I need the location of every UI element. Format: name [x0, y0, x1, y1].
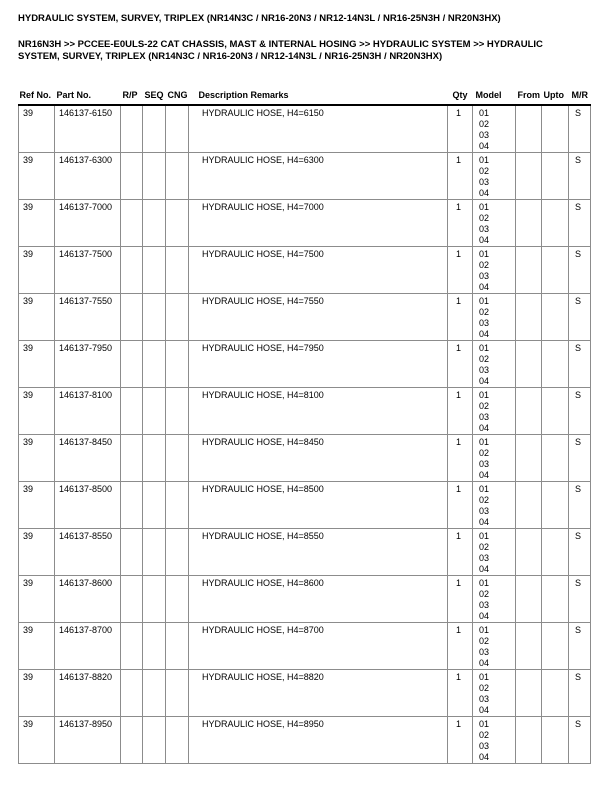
table-row [19, 247, 591, 294]
model-code: 02 [479, 401, 490, 411]
table-row [19, 200, 591, 247]
cell-seq [143, 623, 166, 670]
cell-cng [166, 623, 189, 670]
cell-part-no: 146137-8450 [55, 435, 121, 482]
column-header-from: From [516, 80, 542, 105]
model-code: 04 [479, 564, 490, 574]
cell-description-remarks: HYDRAULIC HOSE, H4=8500 [189, 482, 448, 529]
model-code: 04 [479, 658, 490, 668]
breadcrumb: NR16N3H >> PCCEE-E0ULS-22 CAT CHASSIS, MAST & INTERNAL HOSING >> HYDRAULIC SYSTEM >> HYDRAULIC SYSTEM, SURVEY, TRIPLEX (NR14N3C / NR16-20N3 / NR12-14N3L / NR16-25N3H / NR20N3HX) [18, 39, 543, 62]
cell-cng [166, 200, 189, 247]
cell-from [516, 576, 542, 623]
cell-from [516, 294, 542, 341]
cell-from [516, 200, 542, 247]
cell-cng [166, 717, 189, 764]
table-header-row [19, 80, 591, 105]
cell-seq [143, 341, 166, 388]
table-row [19, 482, 591, 529]
cell-upto [542, 670, 569, 717]
model-code: 01 [479, 108, 490, 118]
cell-from [516, 623, 542, 670]
model-code: 01 [479, 625, 490, 635]
cell-mr: S [569, 435, 591, 482]
model-code: 04 [479, 705, 490, 715]
model-code: 02 [479, 683, 490, 693]
cell-upto [542, 247, 569, 294]
model-code: 04 [479, 423, 490, 433]
cell-seq [143, 200, 166, 247]
model-code: 01 [479, 296, 490, 306]
cell-rp [121, 717, 143, 764]
model-code: 04 [479, 188, 490, 198]
cell-part-no: 146137-8820 [55, 670, 121, 717]
table-row [19, 435, 591, 482]
column-header-cng: CNG [166, 80, 189, 105]
cell-seq [143, 717, 166, 764]
cell-from [516, 388, 542, 435]
cell-seq [143, 294, 166, 341]
parts-table [18, 80, 591, 764]
cell-from [516, 717, 542, 764]
column-header-description-remarks: Description Remarks [189, 80, 448, 105]
cell-mr: S [569, 482, 591, 529]
cell-cng [166, 576, 189, 623]
cell-description-remarks: HYDRAULIC HOSE, H4=8700 [189, 623, 448, 670]
cell-qty: 1 [448, 341, 473, 388]
cell-cng [166, 247, 189, 294]
cell-seq [143, 529, 166, 576]
cell-qty: 1 [448, 717, 473, 764]
cell-ref-no: 39 [19, 717, 55, 764]
cell-qty: 1 [448, 435, 473, 482]
model-code: 04 [479, 329, 490, 339]
cell-upto [542, 623, 569, 670]
cell-description-remarks: HYDRAULIC HOSE, H4=6150 [189, 105, 448, 153]
model-code: 01 [479, 249, 490, 259]
table-row [19, 294, 591, 341]
model-code: 03 [479, 224, 490, 234]
model-code: 03 [479, 694, 490, 704]
column-header-model: Model [473, 80, 516, 105]
cell-mr: S [569, 670, 591, 717]
cell-qty: 1 [448, 294, 473, 341]
column-header-upto: Upto [542, 80, 569, 105]
cell-ref-no: 39 [19, 153, 55, 200]
cell-mr: S [569, 529, 591, 576]
page-title: HYDRAULIC SYSTEM, SURVEY, TRIPLEX (NR14N3C / NR16-20N3 / NR12-14N3L / NR16-25N3H / NR20N3HX) [18, 13, 501, 24]
model-code: 03 [479, 741, 490, 751]
model-code: 02 [479, 166, 490, 176]
cell-model [473, 247, 516, 294]
cell-rp [121, 482, 143, 529]
model-code: 03 [479, 506, 490, 516]
model-code: 01 [479, 484, 490, 494]
cell-part-no: 146137-8700 [55, 623, 121, 670]
cell-qty: 1 [448, 153, 473, 200]
cell-ref-no: 39 [19, 482, 55, 529]
model-code: 03 [479, 600, 490, 610]
cell-mr: S [569, 623, 591, 670]
model-code: 02 [479, 495, 490, 505]
cell-upto [542, 482, 569, 529]
cell-model [473, 717, 516, 764]
cell-mr: S [569, 247, 591, 294]
model-code: 03 [479, 318, 490, 328]
cell-qty: 1 [448, 576, 473, 623]
model-code: 02 [479, 307, 490, 317]
model-code: 03 [479, 177, 490, 187]
cell-qty: 1 [448, 623, 473, 670]
cell-model [473, 435, 516, 482]
cell-from [516, 529, 542, 576]
cell-rp [121, 623, 143, 670]
cell-from [516, 670, 542, 717]
cell-cng [166, 341, 189, 388]
cell-mr: S [569, 200, 591, 247]
cell-seq [143, 670, 166, 717]
model-code: 01 [479, 390, 490, 400]
cell-cng [166, 388, 189, 435]
table-row [19, 576, 591, 623]
column-header-part-no: Part No. [55, 80, 121, 105]
model-code: 02 [479, 542, 490, 552]
cell-description-remarks: HYDRAULIC HOSE, H4=8450 [189, 435, 448, 482]
cell-upto [542, 576, 569, 623]
column-header-seq: SEQ [143, 80, 166, 105]
cell-seq [143, 482, 166, 529]
model-code: 04 [479, 517, 490, 527]
cell-model [473, 623, 516, 670]
model-code: 03 [479, 412, 490, 422]
cell-from [516, 341, 542, 388]
table-row [19, 388, 591, 435]
model-code: 02 [479, 119, 490, 129]
cell-description-remarks: HYDRAULIC HOSE, H4=7000 [189, 200, 448, 247]
model-code: 04 [479, 611, 490, 621]
cell-rp [121, 200, 143, 247]
cell-part-no: 146137-7550 [55, 294, 121, 341]
cell-model [473, 105, 516, 153]
model-code: 02 [479, 636, 490, 646]
cell-description-remarks: HYDRAULIC HOSE, H4=8550 [189, 529, 448, 576]
cell-cng [166, 529, 189, 576]
cell-seq [143, 247, 166, 294]
cell-part-no: 146137-8500 [55, 482, 121, 529]
cell-model [473, 482, 516, 529]
cell-rp [121, 341, 143, 388]
cell-model [473, 153, 516, 200]
cell-mr: S [569, 341, 591, 388]
model-code: 02 [479, 448, 490, 458]
table-row [19, 105, 591, 153]
cell-qty: 1 [448, 388, 473, 435]
cell-mr: S [569, 105, 591, 153]
cell-part-no: 146137-8950 [55, 717, 121, 764]
column-header-ref-no: Ref No. [19, 80, 55, 105]
cell-qty: 1 [448, 529, 473, 576]
cell-rp [121, 670, 143, 717]
model-code: 04 [479, 282, 490, 292]
cell-upto [542, 388, 569, 435]
cell-description-remarks: HYDRAULIC HOSE, H4=8100 [189, 388, 448, 435]
cell-cng [166, 105, 189, 153]
cell-seq [143, 153, 166, 200]
cell-rp [121, 247, 143, 294]
model-code: 02 [479, 260, 490, 270]
cell-description-remarks: HYDRAULIC HOSE, H4=8950 [189, 717, 448, 764]
cell-model [473, 388, 516, 435]
cell-seq [143, 105, 166, 153]
model-code: 02 [479, 354, 490, 364]
column-header-rp: R/P [121, 80, 143, 105]
table-row [19, 717, 591, 764]
model-code: 03 [479, 365, 490, 375]
model-code: 04 [479, 141, 490, 151]
cell-part-no: 146137-6150 [55, 105, 121, 153]
cell-part-no: 146137-7950 [55, 341, 121, 388]
cell-mr: S [569, 388, 591, 435]
model-code: 04 [479, 235, 490, 245]
cell-mr: S [569, 576, 591, 623]
model-code: 03 [479, 459, 490, 469]
cell-ref-no: 39 [19, 388, 55, 435]
model-code: 03 [479, 271, 490, 281]
model-code: 04 [479, 470, 490, 480]
cell-qty: 1 [448, 247, 473, 294]
table-body [19, 105, 591, 764]
cell-ref-no: 39 [19, 294, 55, 341]
cell-ref-no: 39 [19, 200, 55, 247]
column-header-mr: M/R [569, 80, 591, 105]
cell-from [516, 105, 542, 153]
cell-ref-no: 39 [19, 105, 55, 153]
column-header-qty: Qty [448, 80, 473, 105]
model-code: 01 [479, 155, 490, 165]
cell-ref-no: 39 [19, 247, 55, 294]
cell-part-no: 146137-7500 [55, 247, 121, 294]
cell-description-remarks: HYDRAULIC HOSE, H4=7950 [189, 341, 448, 388]
cell-rp [121, 294, 143, 341]
cell-description-remarks: HYDRAULIC HOSE, H4=8820 [189, 670, 448, 717]
cell-upto [542, 341, 569, 388]
cell-model [473, 576, 516, 623]
model-code: 01 [479, 578, 490, 588]
cell-mr: S [569, 153, 591, 200]
table-row [19, 670, 591, 717]
cell-rp [121, 529, 143, 576]
cell-mr: S [569, 294, 591, 341]
cell-cng [166, 294, 189, 341]
cell-description-remarks: HYDRAULIC HOSE, H4=8600 [189, 576, 448, 623]
cell-model [473, 341, 516, 388]
cell-cng [166, 482, 189, 529]
model-code: 01 [479, 437, 490, 447]
table-row [19, 529, 591, 576]
cell-ref-no: 39 [19, 435, 55, 482]
cell-cng [166, 670, 189, 717]
cell-ref-no: 39 [19, 670, 55, 717]
cell-seq [143, 435, 166, 482]
cell-ref-no: 39 [19, 341, 55, 388]
cell-rp [121, 576, 143, 623]
model-code: 01 [479, 531, 490, 541]
cell-cng [166, 153, 189, 200]
model-code: 02 [479, 730, 490, 740]
cell-rp [121, 435, 143, 482]
cell-from [516, 435, 542, 482]
cell-upto [542, 153, 569, 200]
cell-upto [542, 200, 569, 247]
cell-from [516, 247, 542, 294]
cell-qty: 1 [448, 482, 473, 529]
cell-part-no: 146137-7000 [55, 200, 121, 247]
model-code: 02 [479, 213, 490, 223]
cell-rp [121, 153, 143, 200]
cell-upto [542, 105, 569, 153]
cell-qty: 1 [448, 670, 473, 717]
model-code: 04 [479, 376, 490, 386]
model-code: 01 [479, 672, 490, 682]
cell-seq [143, 388, 166, 435]
cell-upto [542, 435, 569, 482]
cell-upto [542, 294, 569, 341]
cell-upto [542, 529, 569, 576]
cell-part-no: 146137-8600 [55, 576, 121, 623]
cell-part-no: 146137-8550 [55, 529, 121, 576]
cell-rp [121, 388, 143, 435]
cell-rp [121, 105, 143, 153]
model-code: 03 [479, 553, 490, 563]
model-code: 01 [479, 343, 490, 353]
model-code: 01 [479, 202, 490, 212]
cell-model [473, 670, 516, 717]
model-code: 02 [479, 589, 490, 599]
cell-ref-no: 39 [19, 576, 55, 623]
model-code: 01 [479, 719, 490, 729]
cell-ref-no: 39 [19, 623, 55, 670]
cell-qty: 1 [448, 200, 473, 247]
cell-model [473, 200, 516, 247]
cell-seq [143, 576, 166, 623]
model-code: 04 [479, 752, 490, 762]
cell-description-remarks: HYDRAULIC HOSE, H4=7550 [189, 294, 448, 341]
table-row [19, 623, 591, 670]
cell-upto [542, 717, 569, 764]
cell-ref-no: 39 [19, 529, 55, 576]
cell-model [473, 294, 516, 341]
cell-description-remarks: HYDRAULIC HOSE, H4=7500 [189, 247, 448, 294]
table-row [19, 341, 591, 388]
cell-model [473, 529, 516, 576]
cell-qty: 1 [448, 105, 473, 153]
model-code: 03 [479, 647, 490, 657]
cell-from [516, 482, 542, 529]
model-code: 03 [479, 130, 490, 140]
cell-mr: S [569, 717, 591, 764]
table-row [19, 153, 591, 200]
cell-part-no: 146137-6300 [55, 153, 121, 200]
cell-from [516, 153, 542, 200]
cell-cng [166, 435, 189, 482]
cell-part-no: 146137-8100 [55, 388, 121, 435]
cell-description-remarks: HYDRAULIC HOSE, H4=6300 [189, 153, 448, 200]
